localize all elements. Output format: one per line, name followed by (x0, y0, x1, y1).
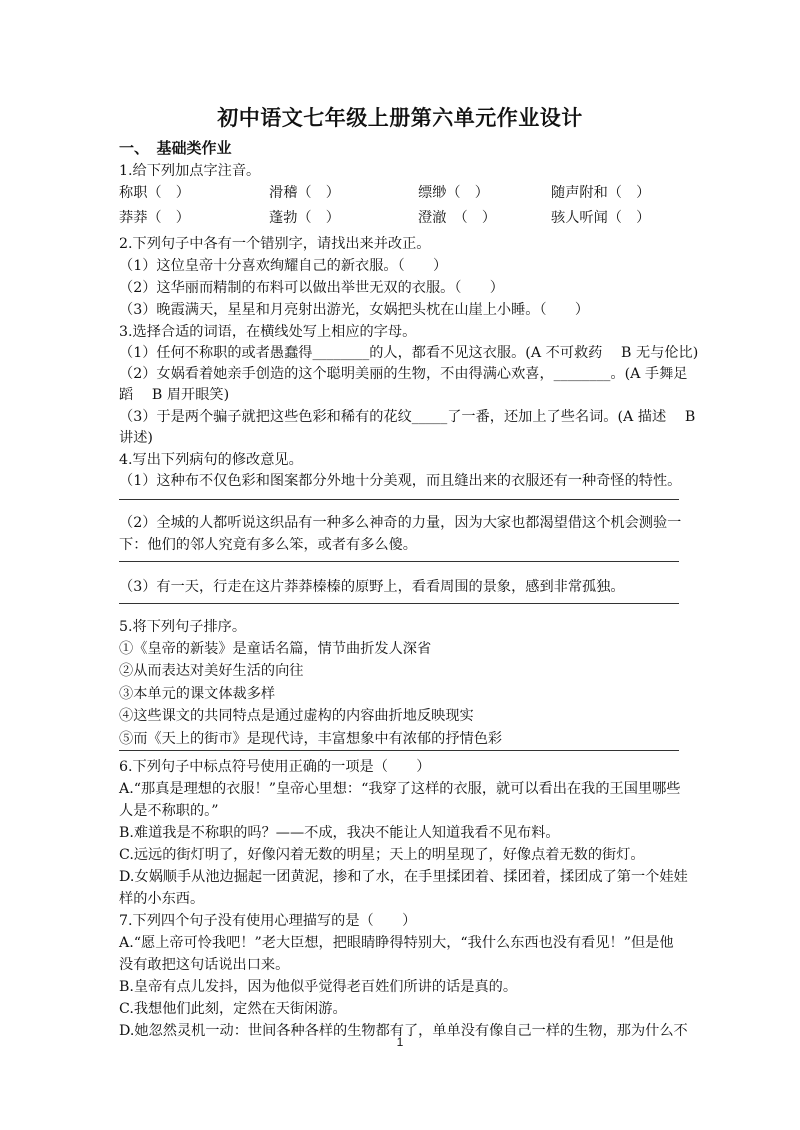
q5-item-1: ①《皇帝的新装》是童话名篇，情节曲折发人深省 (119, 641, 432, 657)
q1-item-8: 骇人听闻（ ） (551, 210, 651, 226)
q6-option-d-2: 样的小东西。 (119, 891, 205, 907)
q1-item-7: 澄澈 （ ） (418, 210, 497, 226)
answer-line[interactable] (119, 603, 679, 604)
q7-stem: 7.下列四个句子没有使用心理描写的是（ ） (119, 913, 417, 929)
q6-option-c: C.远远的街灯明了，好像闪着无数的明星；天上的明星现了，好像点着无数的街灯。 (119, 847, 645, 863)
q6-option-d-1: D.女娲顺手从池边掘起一团黄泥，掺和了水，在手里揉团着、揉团着，揉团成了第一个娃娃 (119, 869, 688, 885)
q1-item-5: 莽莽（ ） (119, 210, 190, 226)
q7-option-a-1: A.“愿上帝可怜我吧！”老大臣想，把眼睛睁得特别大，“我什么东西也没有看见！”但是他 (119, 935, 674, 951)
q7-option-c: C.我想他们此刻，定然在天街闲游。 (119, 1001, 347, 1017)
page-number: 1 (396, 1035, 404, 1049)
q4-sentence-3: （3）有一天，行走在这片莽莽榛榛的原野上，看看周围的景象，感到非常孤独。 (119, 579, 625, 595)
answer-line[interactable] (119, 750, 679, 751)
q4-stem: 4.写出下列病句的修改意见。 (119, 452, 303, 468)
q3-line-5: 讲述) (119, 430, 153, 446)
q2-item-1: （1）这位皇帝十分喜欢绚耀自己的新衣服。（ ） (119, 258, 448, 274)
q4-sentence-1: （1）这种布不仅色彩和图案都分外地十分美观，而且缝出来的衣服还有一种奇怪的特性。 (119, 473, 682, 489)
q4-sentence-2b: 下：他们的邻人究竟有多么笨，或者有多么傻。 (119, 537, 417, 553)
q2-item-3: （3）晚霞满天，星星和月亮射出游光，女娲把头枕在山崖上小睡。（ ） (119, 302, 590, 318)
q6-option-a-2: 人是不称职的。” (119, 803, 219, 819)
q1-item-2: 滑稽（ ） (269, 185, 340, 201)
q7-option-b: B.皇帝有点儿发抖，因为他似乎觉得老百姓们所讲的话是真的。 (119, 979, 518, 995)
q3-line-1: （1）任何不称职的或者愚蠢得________的人，都看不见这衣服。(A 不可救药 B 无与伦比) (119, 345, 699, 361)
page-title: 初中语文七年级上册第六单元作业设计 (217, 106, 583, 130)
q2-item-2: （2）这华丽而精制的布料可以做出举世无双的衣服。（ ） (119, 280, 504, 296)
q7-option-a-2: 没有敢把这句话说出口来。 (119, 957, 290, 973)
q5-item-3: ③本单元的课文体裁多样 (119, 686, 276, 702)
q1-item-1: 称职（ ） (119, 185, 190, 201)
q5-item-5: ⑤而《天上的街市》是现代诗，丰富想象中有浓郁的抒情色彩 (119, 731, 503, 747)
q5-item-4: ④这些课文的共同特点是通过虚构的内容曲折地反映现实 (119, 708, 474, 724)
q1-item-4: 随声附和（ ） (551, 185, 651, 201)
q6-stem: 6.下列句子中标点符号使用正确的一项是（ ） (119, 759, 431, 775)
q1-item-6: 蓬勃（ ） (269, 210, 340, 226)
q1-stem: 1.给下列加点字注音。 (119, 163, 261, 179)
q3-line-3: 蹈 B 眉开眼笑) (119, 387, 230, 403)
q1-item-3: 缥缈（ ） (418, 185, 489, 201)
answer-line[interactable] (119, 561, 679, 562)
answer-line[interactable] (119, 499, 679, 500)
q6-option-a-1: A.“那真是理想的衣服！”皇帝心里想：“我穿了这样的衣服，就可以看出在我的王国里哪些 (119, 781, 681, 797)
q3-stem: 3.选择合适的词语，在横线处写上相应的字母。 (119, 324, 417, 340)
q3-line-2: （2）女娲看着她亲手创造的这个聪明美丽的生物，不由得满心欢喜，________。(A 手舞足 (119, 366, 688, 382)
section-heading: 一、 基础类作业 (119, 139, 232, 157)
q5-item-2: ②从而表达对美好生活的向往 (119, 663, 304, 679)
q3-line-4: （3）于是两个骗子就把这些色彩和稀有的花纹_____了一番，还加上了些名词。(A 描述 B (119, 409, 696, 425)
q7-option-d: D.她忽然灵机一动：世间各种各样的生物都有了，单单没有像自己一样的生物，那为什么不 (119, 1023, 688, 1039)
q6-option-b: B.难道我是不称职的吗？——不成，我决不能让人知道我看不见布料。 (119, 825, 560, 841)
q4-sentence-2a: （2）全城的人都听说这织品有一种多么神奇的力量，因为大家也都渴望借这个机会测验一 (119, 515, 682, 531)
q2-stem: 2.下列句子中各有一个错别字，请找出来并改正。 (119, 236, 431, 252)
q5-stem: 5.将下列句子排序。 (119, 619, 247, 635)
